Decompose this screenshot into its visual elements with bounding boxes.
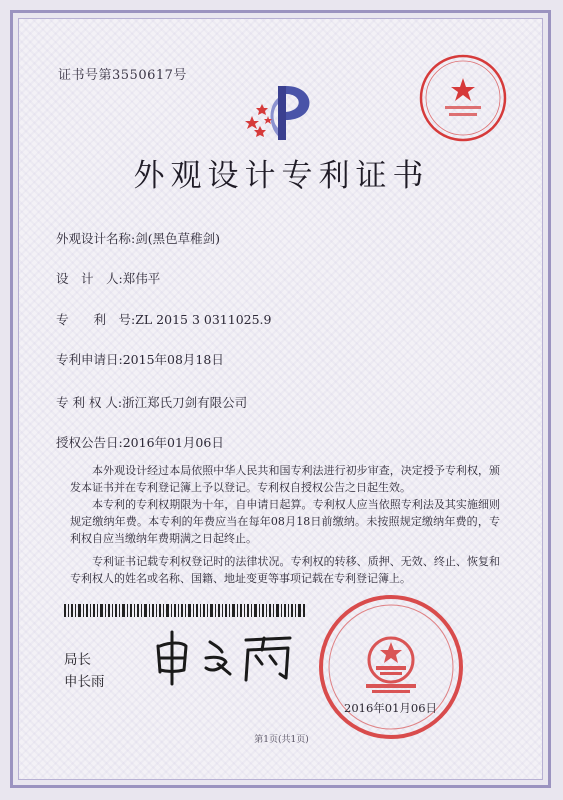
patent-number-label: 专 利 号:	[56, 312, 136, 327]
seal-issue-date: 2016年01月06日	[344, 701, 438, 715]
page-indicator: 第1页(共1页)	[254, 735, 309, 745]
barcode	[64, 604, 306, 617]
director-handwritten-signature	[150, 628, 300, 686]
design-name-row	[56, 229, 220, 247]
patent-office-small-seal	[417, 52, 509, 144]
patent-number-row	[56, 310, 272, 328]
certificate-number: 证书号第3550617号	[58, 68, 187, 83]
director-name-label: 申长雨	[64, 674, 105, 690]
patent-office-official-seal	[316, 592, 466, 742]
grant-date-value: 2016年01月06日	[122, 435, 224, 450]
design-name-value: 剑(黑色草稚剑)	[135, 231, 220, 246]
patent-office-logo-icon	[238, 78, 326, 148]
patentee-value: 浙江郑氏刀剑有限公司	[122, 395, 248, 410]
body-paragraph-2: 本专利的专利权期限为十年，自申请日起算。专利权人应当依照专利法及其实施细则规定缴纳年费。本专利的年费应当在每年08月18日前缴纳。未按照规定缴纳年费的，专利权自应当缴纳年费期满之日起终止。	[70, 498, 500, 545]
certificate-title: 外观设计专利证书	[133, 158, 430, 194]
grant-date-label: 授权公告日:	[56, 435, 123, 450]
filing-date-label: 专利申请日:	[56, 352, 123, 367]
body-paragraph-1: 本外观设计经过本局依照中华人民共和国专利法进行初步审查，决定授予专利权，颁发本证书并在专利登记簿上予以登记。专利权自授权公告之日起生效。	[70, 464, 500, 494]
filing-date-value: 2015年08月18日	[122, 352, 224, 367]
grant-date-row	[56, 433, 224, 451]
director-role-label: 局长	[64, 652, 91, 668]
designer-label: 设 计 人:	[56, 271, 123, 286]
designer-value: 郑伟平	[122, 271, 161, 286]
patentee-row	[56, 393, 247, 411]
certificate-body-text	[70, 462, 500, 587]
patent-number-value: ZL 2015 3 0311025.9	[135, 312, 272, 327]
design-name-label: 外观设计名称:	[56, 231, 136, 246]
body-paragraph-3: 专利证书记载专利权登记时的法律状况。专利权的转移、质押、无效、终止、恢复和专利权人的姓名或名称、国籍、地址变更等事项记载在专利登记簿上。	[70, 555, 500, 585]
filing-date-row	[56, 350, 224, 368]
patentee-label: 专 利 权 人:	[56, 395, 123, 410]
designer-row	[56, 269, 160, 287]
